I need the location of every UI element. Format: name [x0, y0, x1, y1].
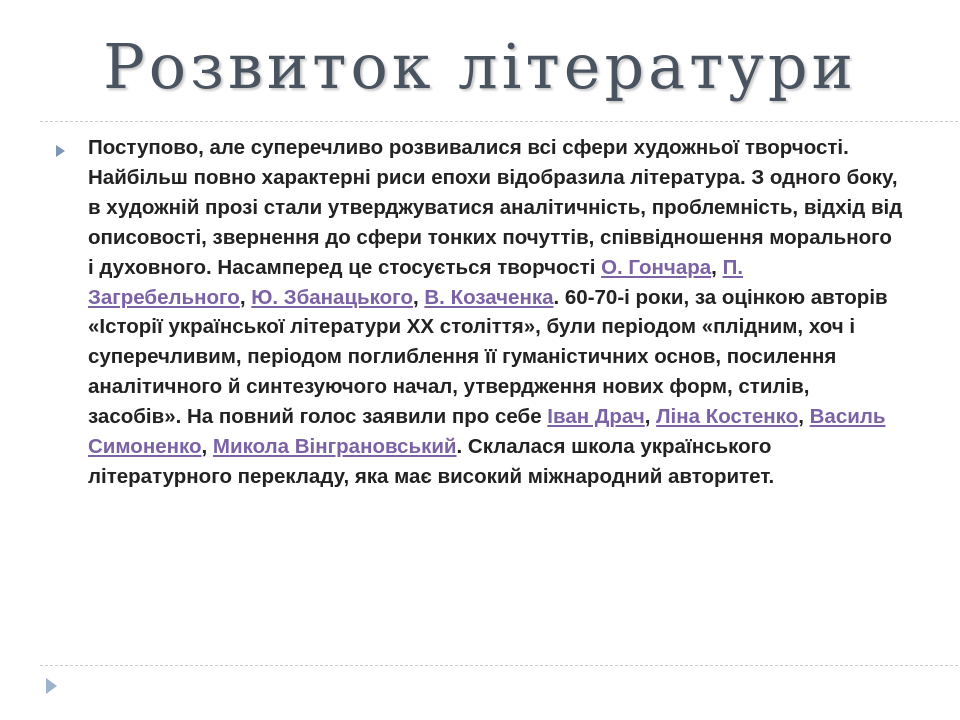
text-separator: ,: [711, 255, 723, 279]
bottom-divider: [40, 665, 960, 666]
text-segment: . 60-70-і роки, за оцінкою авторів «Історії української літератури XX століття», були періодом «плідним, хоч і суперечливим, періодом поглиблення її гуманістичних основ, посилення аналітичного й синтезуючого начал, утвердження нових форм, стилів, засобів». На повний голос заявили про себе: [88, 285, 888, 429]
text-separator: ,: [412, 285, 425, 309]
top-divider: [40, 121, 960, 122]
text-separator: ,: [798, 405, 810, 429]
link-mykola-vinhranovskyi[interactable]: Микола Вінграновський: [212, 435, 457, 459]
triangle-bullet-icon: [56, 145, 65, 157]
text-separator: ,: [644, 405, 657, 429]
slide-title: Розвиток літератури: [103, 30, 857, 103]
link-p-zahrebelnyi[interactable]: П. Загребельного: [88, 255, 744, 309]
text-separator: ,: [239, 285, 252, 309]
link-o-honchar[interactable]: О. Гончара: [601, 255, 712, 279]
link-vasyl-symonenko[interactable]: Василь Симоненко: [88, 405, 886, 459]
link-v-kozachenko[interactable]: В. Козаченка: [424, 285, 554, 309]
link-lina-kostenko[interactable]: Ліна Костенко: [656, 405, 799, 429]
text-separator: ,: [201, 435, 213, 459]
text-segment: . Склалася школа українського літературного перекладу, яка має високий міжнародний авторитет.: [88, 435, 775, 488]
slide-body-paragraph: [88, 133, 903, 492]
link-ivan-drach[interactable]: Іван Драч: [547, 405, 645, 429]
link-yu-zbanatskyi[interactable]: Ю. Збанацького: [251, 285, 413, 309]
text-segment: Поступово, але суперечливо розвивалися всі сфери художньої творчості. Найбільш повно характерні риси епохи відобразила література. З одного боку, в художній прозі стали утверджуватися аналітичність, проблемність, відхід від описовості, звернення до сфери тонких почуттів, співвідношення морального і духовного. Насамперед це стосується творчості: [88, 136, 903, 279]
next-slide-arrow-icon[interactable]: [46, 678, 57, 694]
